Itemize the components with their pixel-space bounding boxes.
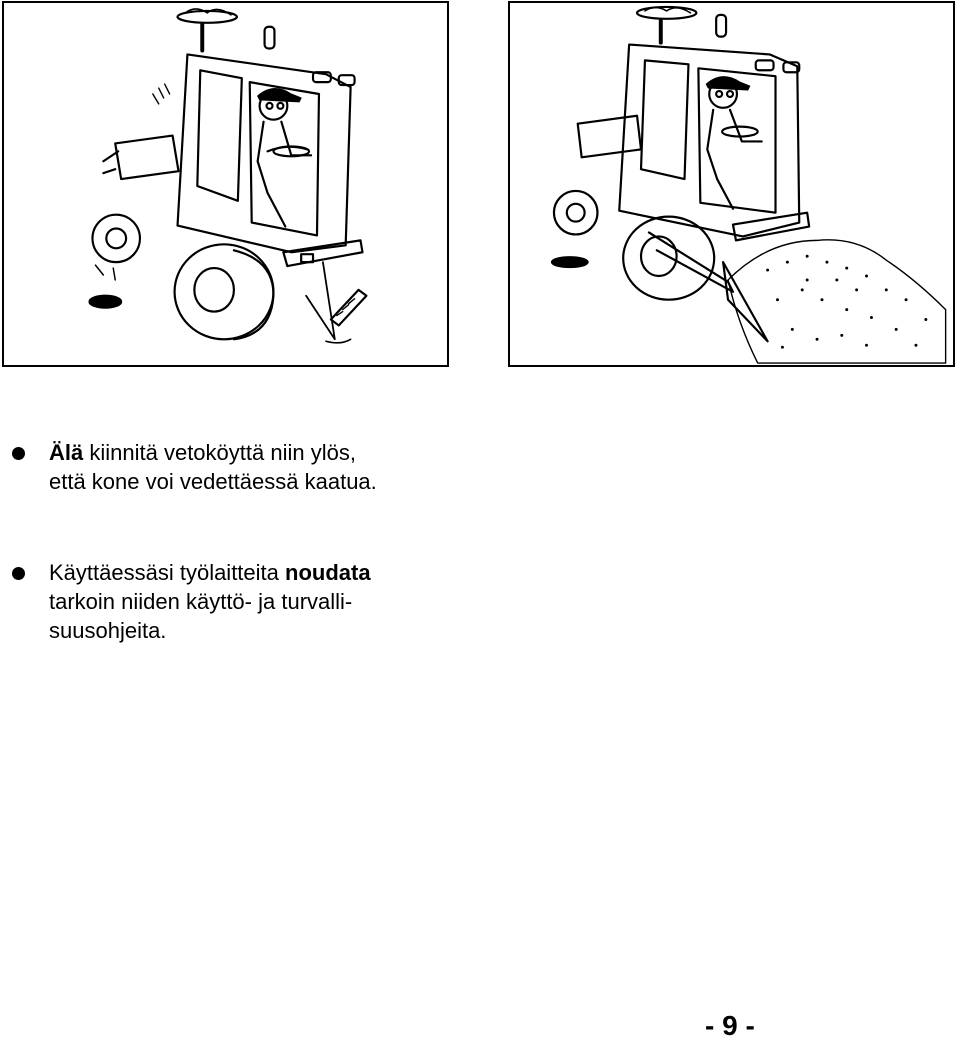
bullet-emphasis: Älä [49,440,84,465]
bullet-text: Käyttäessäsi työlaitteita [49,560,286,585]
bullet-text: kiinnitä vetoköyttä niin ylös, [83,440,356,465]
bullet-dot-icon [12,567,25,580]
bullet-text: tarkoin niiden käyttö- ja turvalli- [49,589,353,614]
tractor-front-loader-illustration [508,1,955,367]
warning-bullet-item [12,438,457,496]
tractor-towing-rope-illustration [2,1,449,367]
bullet-text: että kone voi vedettäessä kaatua. [49,469,377,494]
instruction-bullet-item [12,558,457,645]
bullet-text: suusohjeita. [49,618,167,643]
bullet-dot-icon [12,447,25,460]
bullet-emphasis: noudata [285,560,371,585]
page-number: - 9 - [705,1010,755,1041]
